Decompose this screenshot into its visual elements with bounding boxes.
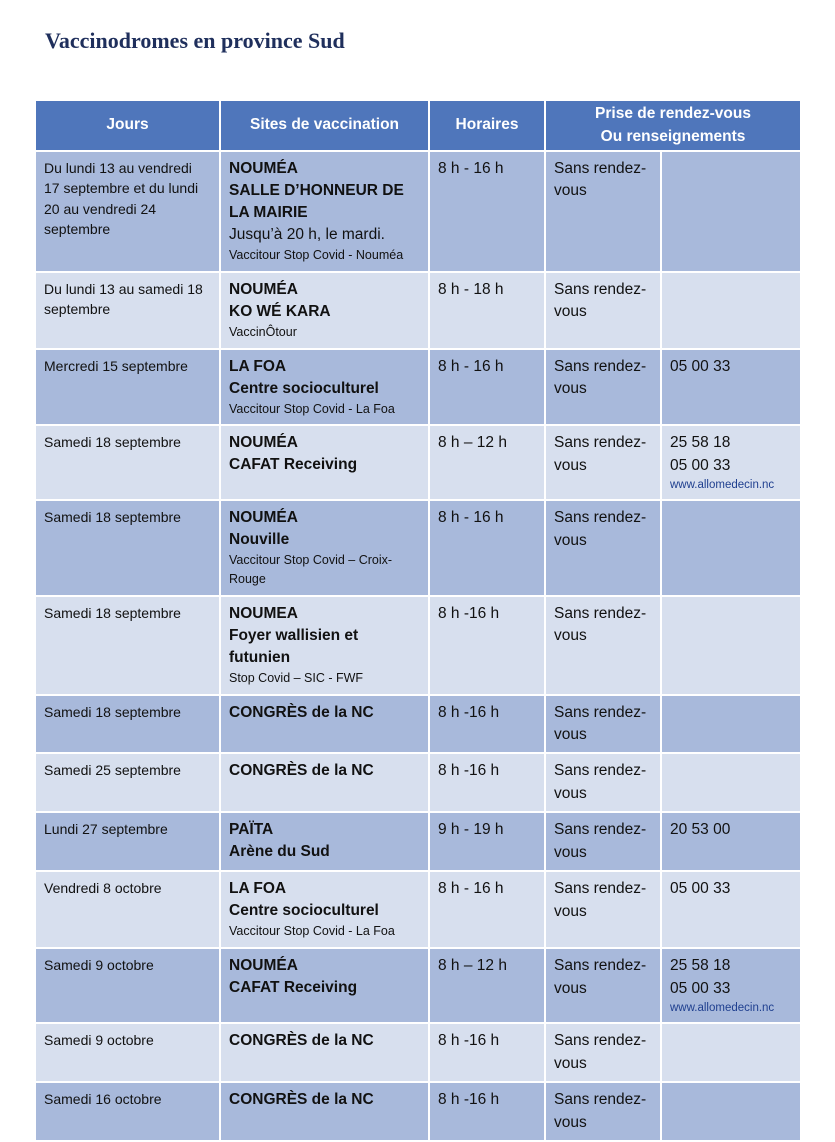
row-hours: 8 h - 16 h — [429, 500, 545, 596]
row-appointment: Sans rendez-vous — [545, 871, 661, 948]
site-city: CONGRÈS de la NC — [229, 762, 374, 780]
phone-number: 25 58 18 — [670, 434, 731, 452]
table-row — [36, 871, 800, 948]
row-appointment: Sans rendez-vous — [545, 948, 661, 1023]
row-days: Samedi 25 septembre — [36, 753, 220, 812]
site-city: LA FOA — [229, 357, 287, 375]
header-booking-line2: Ou renseignements — [600, 127, 746, 145]
row-days: Samedi 16 octobre — [36, 1082, 220, 1141]
row-contact — [661, 151, 800, 272]
phone-number: 05 00 33 — [670, 880, 731, 898]
row-hours: 8 h – 12 h — [429, 948, 545, 1023]
site-place: CAFAT Receiving — [229, 456, 358, 474]
phone-number: 05 00 33 — [670, 979, 731, 997]
row-days: Samedi 18 septembre — [36, 425, 220, 500]
table-row — [36, 1023, 800, 1082]
row-appointment: Sans rendez-vous — [545, 695, 661, 754]
table-row — [36, 425, 800, 500]
site-organizer: Vaccitour Stop Covid - Nouméa — [229, 248, 404, 262]
site-city: NOUMEA — [229, 604, 298, 622]
row-contact — [661, 948, 800, 1023]
site-place: KO WÉ KARA — [229, 302, 331, 320]
row-days: Samedi 9 octobre — [36, 1023, 220, 1082]
row-hours: 8 h -16 h — [429, 1082, 545, 1141]
row-days: Vendredi 8 octobre — [36, 871, 220, 948]
row-contact — [661, 349, 800, 426]
table-row — [36, 1082, 800, 1141]
row-site — [220, 151, 429, 272]
row-days: Samedi 18 septembre — [36, 596, 220, 695]
row-hours: 8 h – 12 h — [429, 425, 545, 500]
row-appointment: Sans rendez-vous — [545, 500, 661, 596]
table-row — [36, 500, 800, 596]
row-site — [220, 695, 429, 754]
site-place: Arène du Sud — [229, 843, 330, 861]
phone-number: 25 58 18 — [670, 957, 731, 975]
row-contact — [661, 500, 800, 596]
row-site — [220, 349, 429, 426]
site-place: SALLE D’HONNEUR DE LA MAIRIE — [229, 182, 404, 221]
website-link[interactable]: www.allomedecin.nc — [670, 1002, 775, 1015]
row-contact — [661, 1082, 800, 1141]
site-organizer: Stop Covid – SIC - FWF — [229, 670, 364, 685]
row-days: Samedi 18 septembre — [36, 695, 220, 754]
header-hours: Horaires — [429, 101, 545, 151]
row-hours: 8 h -16 h — [429, 596, 545, 695]
row-contact — [661, 272, 800, 349]
row-site — [220, 812, 429, 871]
row-site — [220, 500, 429, 596]
header-sites: Sites de vaccination — [220, 101, 429, 151]
row-hours: 9 h - 19 h — [429, 812, 545, 871]
site-organizer: VaccinÔtour — [229, 324, 297, 339]
header-booking-line1: Prise de rendez-vous — [595, 105, 751, 123]
page-title: Vaccinodromes en province Sud — [45, 28, 345, 53]
row-site — [220, 272, 429, 349]
row-contact — [661, 425, 800, 500]
site-city: NOUMÉA — [229, 280, 298, 298]
row-appointment: Sans rendez-vous — [545, 272, 661, 349]
header-days: Jours — [36, 101, 220, 151]
table-row — [36, 812, 800, 871]
header-booking — [545, 101, 800, 151]
row-site — [220, 753, 429, 812]
row-hours: 8 h - 16 h — [429, 871, 545, 948]
table-row — [36, 349, 800, 426]
row-site — [220, 1082, 429, 1141]
vaccination-schedule-table — [36, 101, 800, 1142]
row-site — [220, 871, 429, 948]
row-days: Du lundi 13 au vendredi 17 septembre et du lundi 20 au vendredi 24 septembre — [36, 151, 220, 272]
site-city: CONGRÈS de la NC — [229, 1032, 374, 1050]
row-days: Du lundi 13 au samedi 18 septembre — [36, 272, 220, 349]
row-appointment: Sans rendez-vous — [545, 1023, 661, 1082]
site-place: Centre socioculturel — [229, 379, 379, 397]
row-hours: 8 h -16 h — [429, 1023, 545, 1082]
row-appointment: Sans rendez-vous — [545, 812, 661, 871]
table-row — [36, 695, 800, 754]
site-place: CAFAT Receiving — [229, 979, 358, 997]
row-hours: 8 h -16 h — [429, 753, 545, 812]
row-appointment: Sans rendez-vous — [545, 753, 661, 812]
row-contact — [661, 1023, 800, 1082]
row-appointment: Sans rendez-vous — [545, 425, 661, 500]
row-appointment: Sans rendez-vous — [545, 151, 661, 272]
site-city: CONGRÈS de la NC — [229, 703, 374, 721]
site-organizer: Vaccitour Stop Covid - La Foa — [229, 924, 395, 939]
site-place: Centre socioculturel — [229, 902, 379, 920]
site-city: PAÏTA — [229, 821, 274, 839]
table-row — [36, 151, 800, 272]
site-city: NOUMÉA — [229, 160, 298, 177]
table-row — [36, 596, 800, 695]
row-appointment: Sans rendez-vous — [545, 596, 661, 695]
site-city: NOUMÉA — [229, 509, 298, 527]
row-hours: 8 h - 18 h — [429, 272, 545, 349]
table-row — [36, 272, 800, 349]
row-contact — [661, 596, 800, 695]
row-contact — [661, 753, 800, 812]
row-contact — [661, 871, 800, 948]
row-site — [220, 948, 429, 1023]
table-row — [36, 948, 800, 1023]
site-place: Nouville — [229, 531, 290, 549]
row-site — [220, 596, 429, 695]
row-appointment: Sans rendez-vous — [545, 1082, 661, 1141]
site-place: Foyer wallisien et futunien — [229, 626, 359, 666]
phone-number: 05 00 33 — [670, 456, 731, 474]
row-hours: 8 h - 16 h — [429, 349, 545, 426]
table-row — [36, 753, 800, 812]
site-city: NOUMÉA — [229, 434, 298, 452]
row-hours: 8 h - 16 h — [429, 151, 545, 272]
website-link[interactable]: www.allomedecin.nc — [670, 479, 775, 492]
row-hours: 8 h -16 h — [429, 695, 545, 754]
row-contact — [661, 695, 800, 754]
row-contact — [661, 812, 800, 871]
row-days: Mercredi 15 septembre — [36, 349, 220, 426]
row-days: Samedi 18 septembre — [36, 500, 220, 596]
row-days: Samedi 9 octobre — [36, 948, 220, 1023]
row-site — [220, 425, 429, 500]
row-days: Lundi 27 septembre — [36, 812, 220, 871]
site-note: Jusqu’à 20 h, le mardi. — [229, 226, 385, 243]
phone-number: 05 00 33 — [670, 357, 731, 375]
table-body — [36, 151, 800, 1141]
row-site — [220, 1023, 429, 1082]
site-city: CONGRÈS de la NC — [229, 1091, 374, 1109]
row-appointment: Sans rendez-vous — [545, 349, 661, 426]
site-city: NOUMÉA — [229, 957, 298, 975]
site-organizer: Vaccitour Stop Covid - La Foa — [229, 401, 395, 416]
site-city: LA FOA — [229, 880, 287, 898]
site-organizer: Vaccitour Stop Covid – Croix-Rouge — [229, 553, 393, 587]
table-header-row — [36, 101, 800, 151]
phone-number: 20 53 00 — [670, 821, 731, 839]
